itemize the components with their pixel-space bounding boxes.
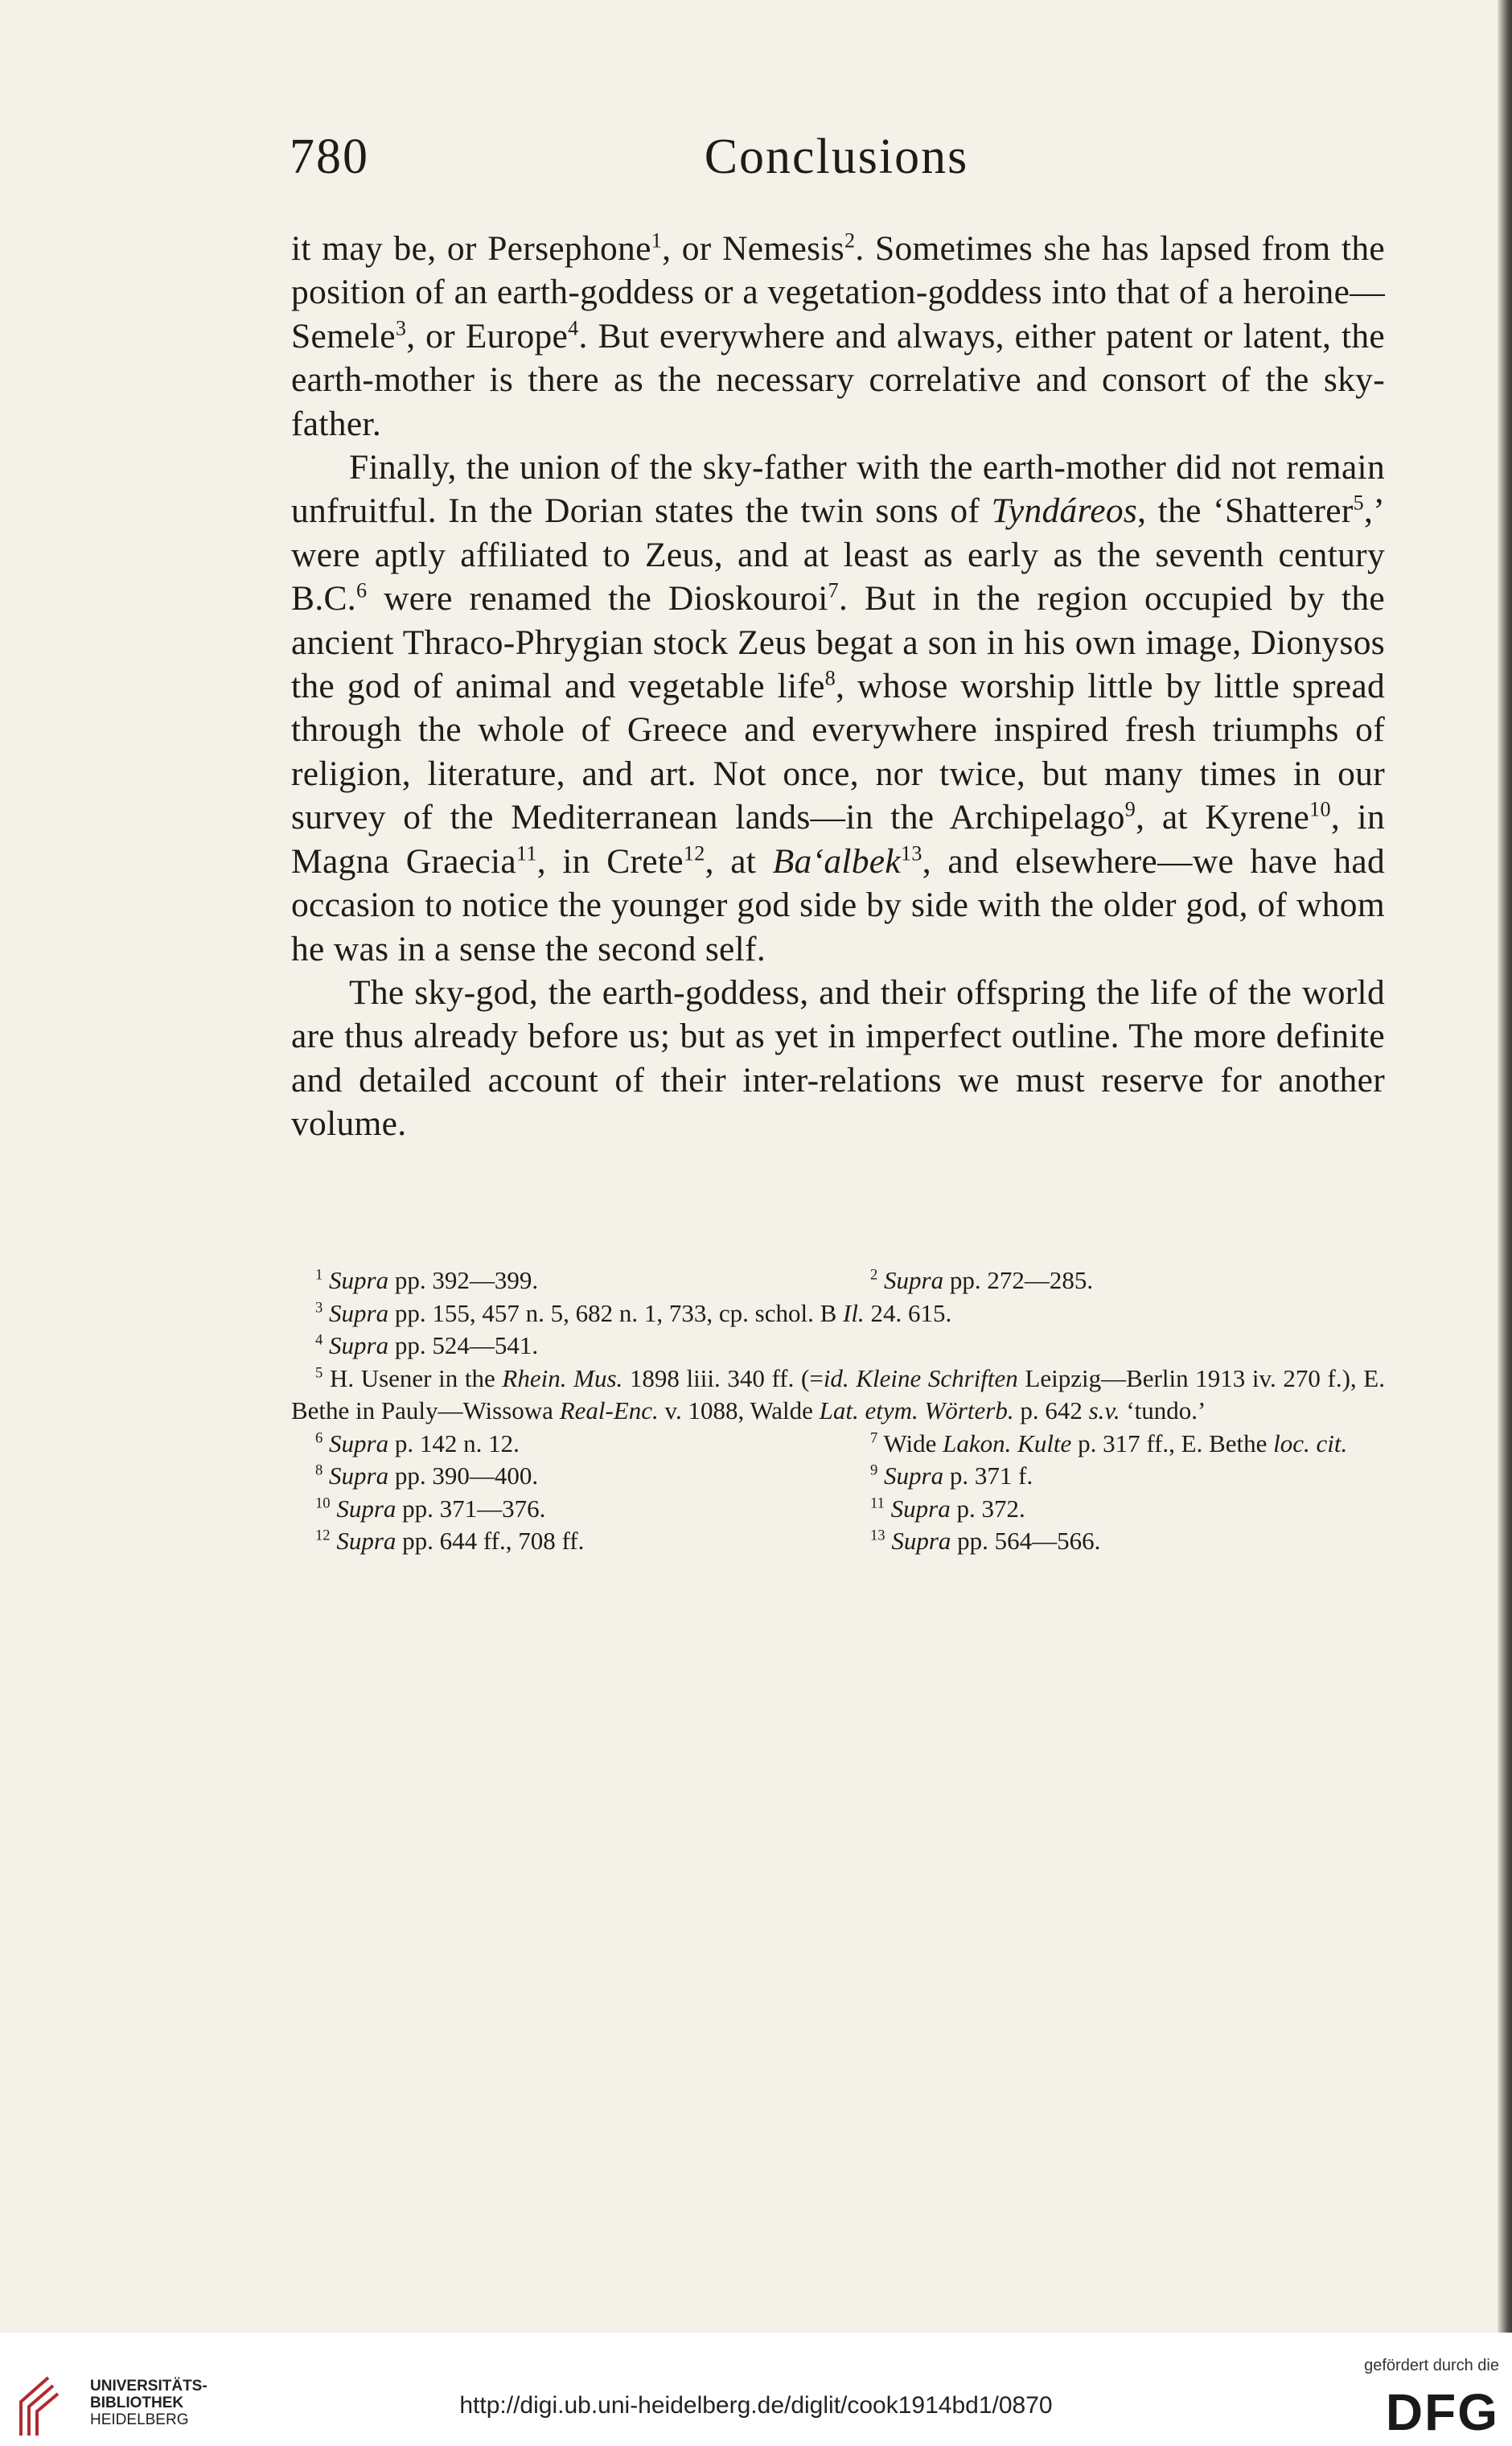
footnote-ref[interactable]: 8 [824,666,836,690]
footnote-row [291,1460,1385,1493]
footnote-ref[interactable]: 1 [651,228,663,253]
footnote-row [291,1264,1385,1297]
paragraph-3: The sky-god, the earth-goddess, and their offspring the life of the world are thus already before us; but as yet in imperfect outline. The more definite and detailed account of their inter-relations we must reserve for another volume. [291,972,1385,1144]
footnotes [291,1264,1385,1558]
paragraph-1: it may be, or Persephone$^1$, or Nemesis$^2$. Sometimes she has lapsed from the position of an earth-goddess or a vegetation-goddess into that of a heroine—Semele$^3$, or Europe$^4$. But everywhere and always, either patent or latent, the earth-mother is there as the necessary correlative and consort of the sky-father. [291,228,1385,443]
footnote-row [291,1428,1385,1461]
footnote-2: $^2$ Supra pp. 272—285. [870,1266,1094,1294]
footnote-7: $^7$ Wide Lakon. Kulte p. 317 ff., E. Bethe loc. cit. [870,1429,1348,1457]
footnote-ref[interactable]: 12 [683,841,705,865]
funder-logo[interactable]: DFG [1385,2383,1499,2441]
footnote-8: $^8$ Supra pp. 390—400. [315,1461,539,1490]
footnote-12: $^{12}$ Supra pp. 644 ff., 708 ff. [315,1527,585,1555]
footnote-ref[interactable]: 10 [1309,797,1331,821]
footnote-ref[interactable]: 13 [901,841,922,865]
library-name: UNIVERSITÄTS- BIBLIOTHEK HEIDELBERG [90,2378,207,2428]
running-head: Conclusions [704,129,969,184]
footnote-4: $^4$ Supra pp. 524—541. [315,1331,539,1359]
body-text [291,227,1385,1146]
footnote-ref[interactable]: 4 [568,316,579,340]
footnote-13: $^{13}$ Supra pp. 564—566. [870,1527,1101,1555]
footnote-ref[interactable]: 3 [395,316,407,340]
footnote-ref[interactable]: 2 [844,228,856,253]
funded-by-label: gefördert durch die [1364,2357,1499,2374]
footnote-row [291,1493,1385,1526]
footnote-3: $^3$ Supra pp. 155, 457 n. 5, 682 n. 1, 733, cp. schol. B Il. 24. 615. [315,1298,952,1327]
footnote-ref[interactable]: 5 [1353,491,1365,515]
page-edge-shadow [1498,0,1512,2333]
footnote-ref[interactable]: 11 [516,841,537,865]
page-header [290,129,1383,201]
footnote-ref[interactable]: 6 [355,578,368,602]
footnote-1: $^1$ Supra pp. 392—399. [315,1266,539,1294]
footer-bar [0,2333,1512,2446]
footnote-ref[interactable]: 9 [1124,797,1136,821]
footnote-9: $^9$ Supra p. 371 f. [870,1461,1033,1490]
paragraph-2: Finally, the union of the sky-father with the earth-mother did not remain unfruitful. In the Dorian states the twin sons of Tyndáreos, the ‘Shatterer$^5$,’ were aptly affiliated to Zeus, and at least as early as the seventh century B.C.$^6$ were renamed the Dioskouroi$^7$. But in the region occupied by the ancient Thraco-Phrygian stock Zeus begat a son in his own image, Dionysos the god of animal and vegetable life$^8$, whose worship little by little spread through the whole of Greece and everywhere inspired fresh triumphs of religion, literature, and art. Not once, nor twice, but many times in our survey of the Mediterranean lands—in the Archipelago$^9$, at Kyrene$^{10}$, in Magna Graecia$^{11}$, in Crete$^{12}$, at Ba‘albek$^{13}$, and elsewhere—we have had occasion to notice the younger god side by side with the older god, of whom he was in a sense the second self. [291,448,1385,968]
page-number: 780 [290,129,369,184]
footnote-11: $^{11}$ Supra p. 372. [870,1494,1025,1523]
permalink-url[interactable]: http://digi.ub.uni-heidelberg.de/diglit/cook1914bd1/0870 [459,2392,1053,2419]
footnote-10: $^{10}$ Supra pp. 371—376. [315,1494,546,1523]
footnote-row [291,1525,1385,1558]
footnote-ref[interactable]: 7 [828,578,839,602]
footnote-6: $^6$ Supra p. 142 n. 12. [315,1429,520,1457]
footnote-5: $^5$ H. Usener in the Rhein. Mus. 1898 liii. 340 ff. (=id. Kleine Schriften Leipzig—Berlin 1913 iv. 270 f.), E. Bethe in Pauly—Wissowa Real-Enc. v. 1088, Walde Lat. etym. Wörterb. p. 642 s.v. ‘tundo.’ [291,1363,1385,1424]
